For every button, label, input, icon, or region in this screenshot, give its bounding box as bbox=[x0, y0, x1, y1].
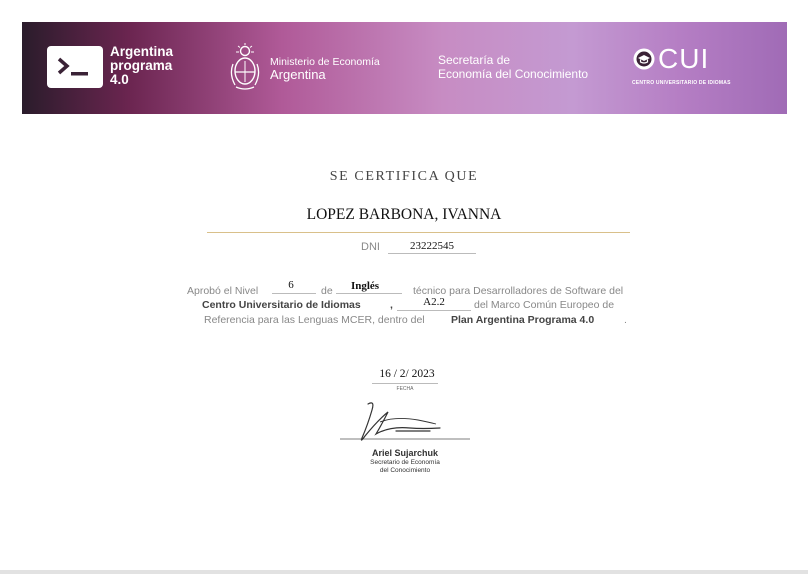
secretariat-logo-text bbox=[438, 53, 588, 81]
program-logo-text bbox=[110, 45, 200, 87]
program-line3: 4.0 bbox=[110, 72, 129, 87]
signer-title bbox=[340, 459, 470, 475]
cui-emblem-icon bbox=[632, 47, 656, 71]
text-de: de bbox=[321, 285, 333, 297]
text-tecnico: técnico para Desarrolladores de Software del bbox=[413, 285, 624, 297]
national-coat-of-arms-icon bbox=[228, 42, 262, 92]
ministry-line2: Argentina bbox=[270, 67, 326, 82]
signer-title-line2: del Conocimiento bbox=[379, 467, 431, 474]
cui-logo bbox=[632, 43, 752, 86]
dni-label: DNI bbox=[361, 241, 380, 253]
secretariat-line2: Economía del Conocimiento bbox=[438, 67, 589, 81]
secretariat-line1: Secretaría de bbox=[438, 53, 511, 67]
cui-wordmark: CUI bbox=[658, 43, 710, 74]
program-line1: Argentina bbox=[110, 44, 174, 59]
text-plan: Plan Argentina Programa 4.0 bbox=[451, 314, 595, 326]
program-line2: programa bbox=[110, 58, 173, 73]
certificate-heading: SE CERTIFICA QUE bbox=[329, 169, 479, 184]
cefr-level-value: A2.2 bbox=[423, 296, 445, 308]
signer-name: Ariel Sujarchuk bbox=[371, 448, 439, 458]
text-aprobo: Aprobó el Nivel bbox=[187, 285, 259, 297]
language-underline bbox=[336, 293, 402, 294]
text-comma: , bbox=[390, 299, 393, 311]
date-underline bbox=[372, 383, 438, 384]
date-value: 16 / 2/ 2023 bbox=[379, 368, 435, 380]
level-underline bbox=[272, 293, 316, 294]
recipient-name: LOPEZ BARBONA, IVANNA bbox=[306, 206, 502, 223]
text-cui-name: Centro Universitario de Idiomas bbox=[202, 299, 361, 311]
text-period: . bbox=[624, 314, 627, 326]
signature bbox=[340, 398, 475, 446]
terminal-prompt-icon bbox=[47, 46, 103, 88]
name-underline bbox=[207, 232, 630, 233]
date-label: FECHA bbox=[396, 386, 414, 392]
bottom-scroll-edge bbox=[0, 570, 808, 574]
header-banner bbox=[22, 22, 787, 114]
cui-subtitle: CENTRO UNIVERSITARIO DE IDIOMAS bbox=[632, 80, 731, 86]
ministry-line1: Ministerio de Economía bbox=[270, 56, 380, 68]
text-marco: del Marco Común Europeo de bbox=[474, 299, 615, 311]
text-referencia: Referencia para las Lenguas MCER, dentro del bbox=[204, 314, 425, 326]
signer-title-line1: Secretario de Economía bbox=[370, 459, 440, 466]
dni-value: 23222545 bbox=[410, 240, 454, 252]
level-value: 6 bbox=[288, 279, 294, 291]
language-value: Inglés bbox=[350, 280, 380, 292]
ministry-logo-text bbox=[270, 56, 380, 82]
dni-underline bbox=[388, 253, 476, 254]
cefr-underline bbox=[397, 310, 471, 311]
